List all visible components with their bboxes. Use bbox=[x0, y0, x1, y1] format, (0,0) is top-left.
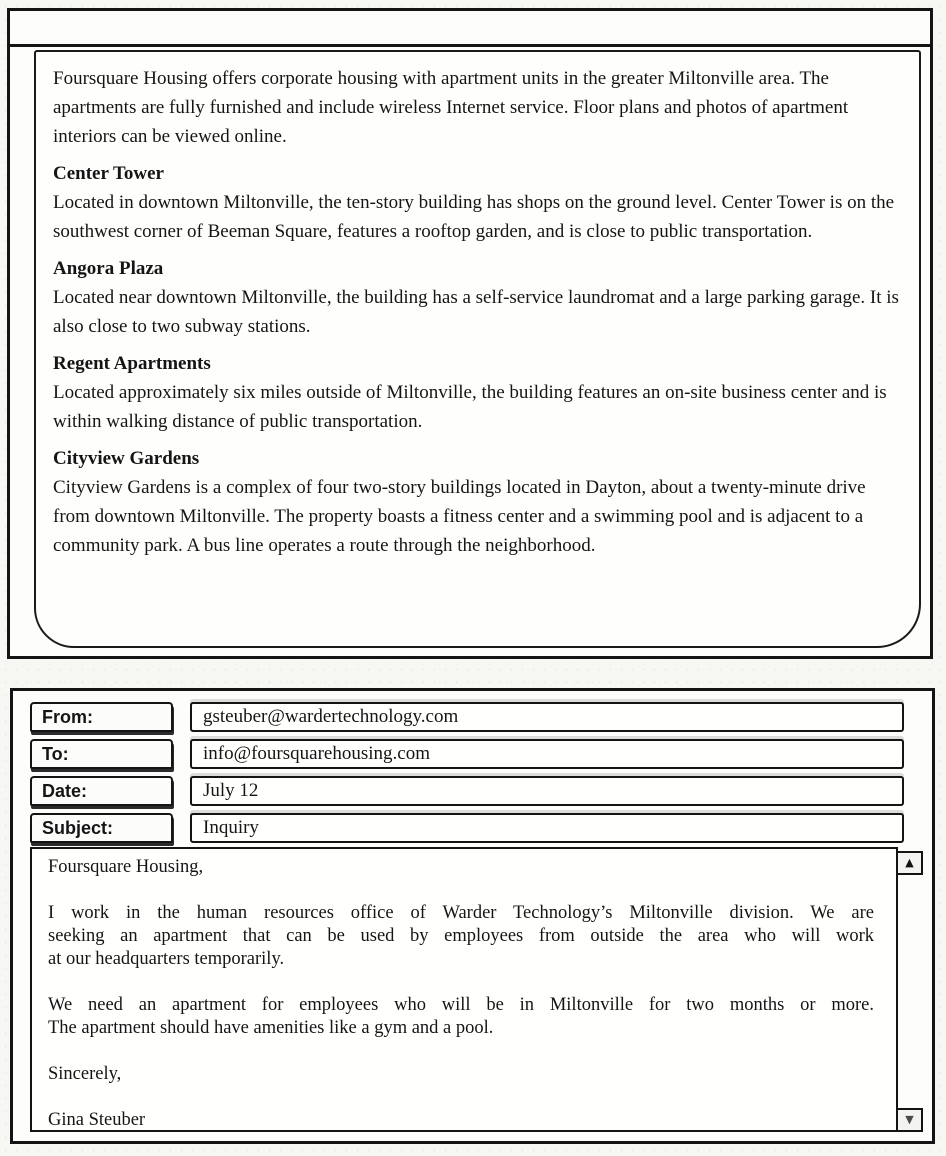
email-closing bbox=[48, 1063, 874, 1086]
body-line: We need an apartment for employees who will be in Miltonville for two months or more. bbox=[48, 995, 874, 1015]
listing-intro: Foursquare Housing offers corporate housing with apartment units in the greater Miltonville area. The apartments are fully furnished and include wireless Internet service. Floor plans and photos of apartment interiors can be viewed online. bbox=[53, 68, 849, 147]
scroll-up-button[interactable] bbox=[896, 851, 923, 875]
listing-heading-cityview-gardens: Cityview Gardens bbox=[53, 448, 200, 469]
body-line: I work in the human resources office of Warder Technology’s Miltonville division. We are bbox=[48, 903, 874, 923]
body-line: Gina Steuber bbox=[48, 1110, 146, 1130]
subject-input[interactable]: Inquiry bbox=[190, 813, 904, 843]
housing-listing-panel bbox=[7, 8, 933, 659]
listing-header-bar bbox=[10, 11, 930, 47]
listing-body-regent-apartments: Located approximately six miles outside of Miltonville, the building features an on-site business center and is within walking distance of public transportation. bbox=[53, 382, 887, 432]
date-label: Date: bbox=[30, 776, 173, 806]
email-signature bbox=[48, 1109, 874, 1132]
to-label: To: bbox=[30, 739, 173, 769]
date-input[interactable]: July 12 bbox=[190, 776, 904, 806]
listing-body-cityview-gardens: Cityview Gardens is a complex of four two-story buildings located in Dayton, about a twenty-minute drive from downtown Miltonville. The property boasts a fitness center and a swimming pool and is adjacent to a community park. A bus line operates a route through the neighborhood. bbox=[53, 477, 866, 556]
body-line: Foursquare Housing, bbox=[48, 857, 204, 877]
arrow-up-icon: ▲ bbox=[905, 856, 914, 869]
body-line: The apartment should have amenities like a gym and a pool. bbox=[48, 1018, 494, 1038]
body-line: seeking an apartment that can be used by employees from outside the area who will work bbox=[48, 926, 874, 946]
email-message-area[interactable] bbox=[30, 847, 898, 1132]
email-field-row-to bbox=[30, 739, 904, 769]
listing-body-angora-plaza: Located near downtown Miltonville, the building has a self-service laundromat and a large parking garage. It is also close to two subway stations. bbox=[53, 287, 899, 337]
email-panel bbox=[10, 688, 935, 1144]
arrow-down-icon: ▼ bbox=[905, 1113, 914, 1126]
email-paragraph-1 bbox=[48, 902, 874, 971]
email-field-row-date bbox=[30, 776, 904, 806]
subject-label: Subject: bbox=[30, 813, 173, 843]
email-field-row-from bbox=[30, 702, 904, 732]
listing-heading-angora-plaza: Angora Plaza bbox=[53, 258, 164, 279]
listing-body-center-tower: Located in downtown Miltonville, the ten-story building has shops on the ground level. Center Tower is on the southwest corner of Beeman Square, features a rooftop garden, and is close to public transportation. bbox=[53, 192, 895, 242]
body-line: at our headquarters temporarily. bbox=[48, 949, 285, 969]
listing-content-box bbox=[34, 50, 921, 648]
body-line: Sincerely, bbox=[48, 1064, 122, 1084]
from-label: From: bbox=[30, 702, 173, 732]
listing-heading-regent-apartments: Regent Apartments bbox=[53, 353, 211, 374]
email-salutation bbox=[48, 856, 874, 879]
from-input[interactable]: gsteuber@wardertechnology.com bbox=[190, 702, 904, 732]
email-paragraph-2 bbox=[48, 994, 874, 1040]
scroll-down-button[interactable] bbox=[896, 1108, 923, 1132]
listing-heading-center-tower: Center Tower bbox=[53, 163, 164, 184]
to-input[interactable]: info@foursquarehousing.com bbox=[190, 739, 904, 769]
email-field-row-subject bbox=[30, 813, 904, 843]
